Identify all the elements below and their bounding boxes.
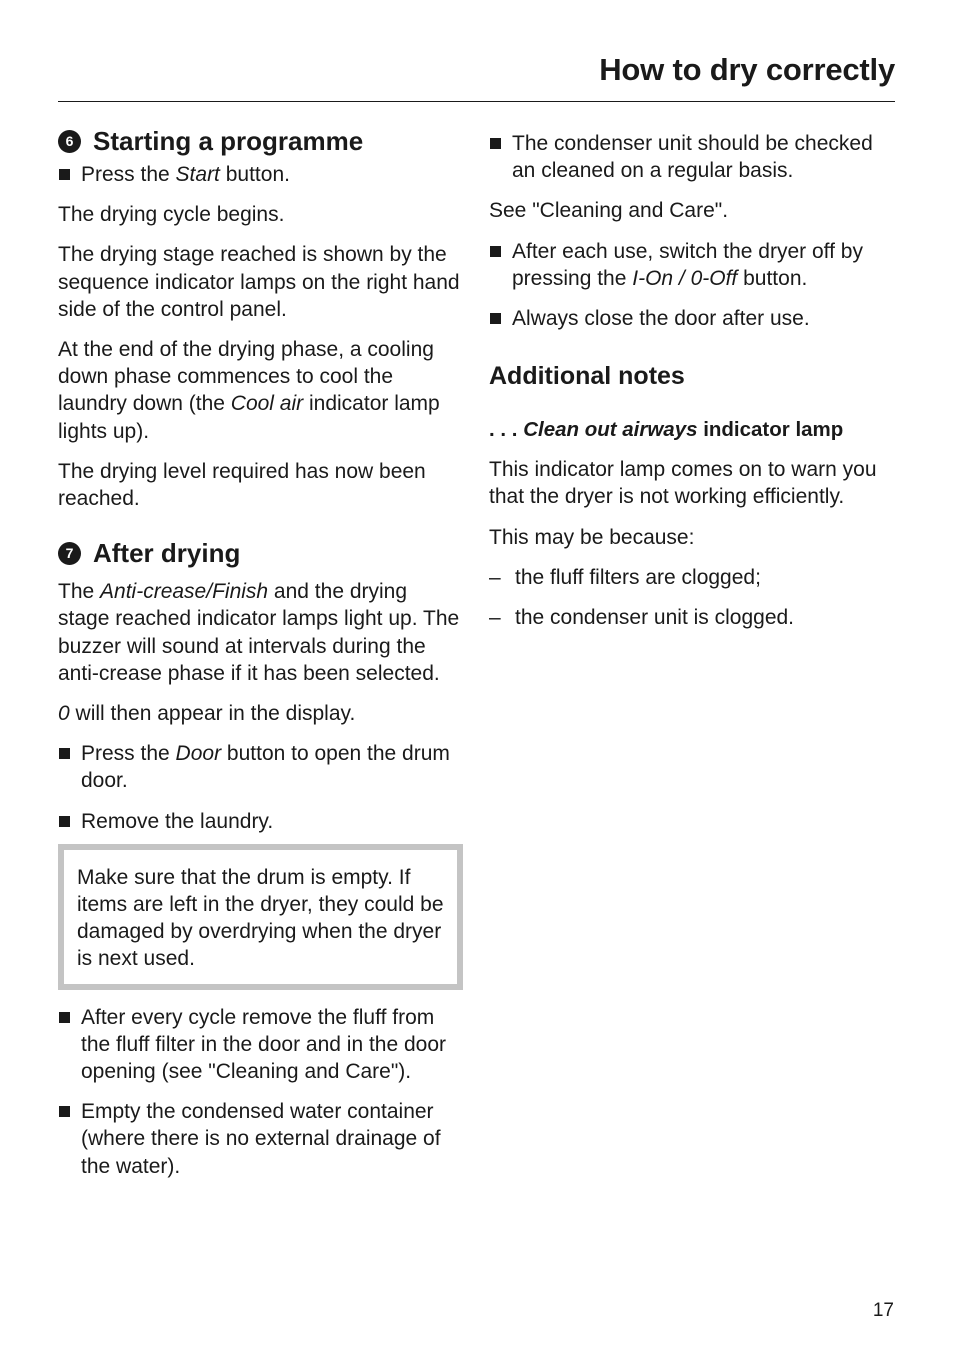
bullet-press-door: Press the Door button to open the drum door. xyxy=(58,740,463,794)
square-bullet-icon xyxy=(59,1106,70,1117)
right-column xyxy=(489,130,889,631)
bullet-press-start: Press the Start button. xyxy=(58,161,463,188)
step-6-icon: 6 xyxy=(58,130,81,153)
bullet-close-door: Always close the door after use. xyxy=(489,305,889,332)
on-off-button-name: I-On / 0-Off xyxy=(632,266,738,290)
square-bullet-icon xyxy=(490,246,501,257)
square-bullet-icon xyxy=(59,748,70,759)
additional-notes-heading: Additional notes xyxy=(489,362,685,391)
paragraph-lamp-warn: This indicator lamp comes on to warn you that the dryer is not working efficiently. xyxy=(489,458,877,509)
section-title: After drying xyxy=(93,538,241,569)
section-title: Starting a programme xyxy=(93,126,364,156)
page-header xyxy=(58,50,895,102)
square-bullet-icon xyxy=(490,313,501,324)
square-bullet-icon xyxy=(59,816,70,827)
paragraph-see-cleaning: See "Cleaning and Care". xyxy=(489,199,729,223)
paragraph-level-reached: The drying level required has now been reached. xyxy=(58,459,426,511)
paragraph-anti-crease: The Anti-crease/Finish and the drying stage reached indicator lamps light up. The buzzer will sound at intervals during the anti-crease phase if it has been selected. xyxy=(58,580,460,685)
page-title: How to dry correctly xyxy=(599,52,895,87)
bullet-switch-off: After each use, switch the dryer off by pressing the I-On / 0-Off button. xyxy=(489,238,889,292)
paragraph-cycle-begins: The drying cycle begins. xyxy=(58,203,285,227)
bullet-remove-fluff: After every cycle remove the fluff from the fluff filter in the door and in the door opening (see "Cleaning and Care"). xyxy=(58,1004,463,1086)
step-7-icon: 7 xyxy=(58,542,81,565)
square-bullet-icon xyxy=(490,138,501,149)
display-digit: 0 xyxy=(58,702,70,726)
start-button-name: Start xyxy=(175,163,220,186)
paragraph-drying-stage: The drying stage reached is shown by the sequence indicator lamps on the right hand side of the control panel. xyxy=(58,243,460,321)
clean-airways-heading: . . . Clean out airways indicator lamp xyxy=(489,418,844,442)
paragraph-cooling-phase: At the end of the drying phase, a cooling down phase commences to cool the laundry down (the Cool air indicator lamp lights up). xyxy=(58,338,440,443)
left-column xyxy=(58,124,463,1180)
note-text: Make sure that the drum is empty. If items are left in the dryer, they could be damaged by overdrying when the dryer is next used. xyxy=(77,865,444,971)
paragraph-because: This may be because: xyxy=(489,525,695,549)
anti-crease-lamp-name: Anti-crease/Finish xyxy=(100,580,269,604)
dash-bullet-icon: – xyxy=(489,565,501,589)
section-heading-starting-programme xyxy=(58,124,463,158)
cool-air-lamp-name: Cool air xyxy=(230,392,304,416)
bullet-condenser-check: The condenser unit should be checked an cleaned on a regular basis. xyxy=(489,130,889,184)
dash-item-condenser: – the condenser unit is clogged. xyxy=(489,604,889,631)
paragraph-display-zero: 0 will then appear in the display. xyxy=(58,702,356,726)
door-button-name: Door xyxy=(175,742,222,766)
dash-bullet-icon: – xyxy=(489,606,501,630)
bullet-empty-water: Empty the condensed water container (where there is no external drainage of the water). xyxy=(58,1098,463,1180)
square-bullet-icon xyxy=(59,169,70,180)
section-heading-after-drying xyxy=(58,536,463,570)
bullet-remove-laundry: Remove the laundry. xyxy=(58,808,463,835)
square-bullet-icon xyxy=(59,1012,70,1023)
clean-airways-lamp-name: Clean out airways xyxy=(523,418,698,442)
warning-note-box xyxy=(58,844,463,990)
dash-item-filters: – the fluff filters are clogged; xyxy=(489,564,889,591)
page-number: 17 xyxy=(872,1300,894,1321)
